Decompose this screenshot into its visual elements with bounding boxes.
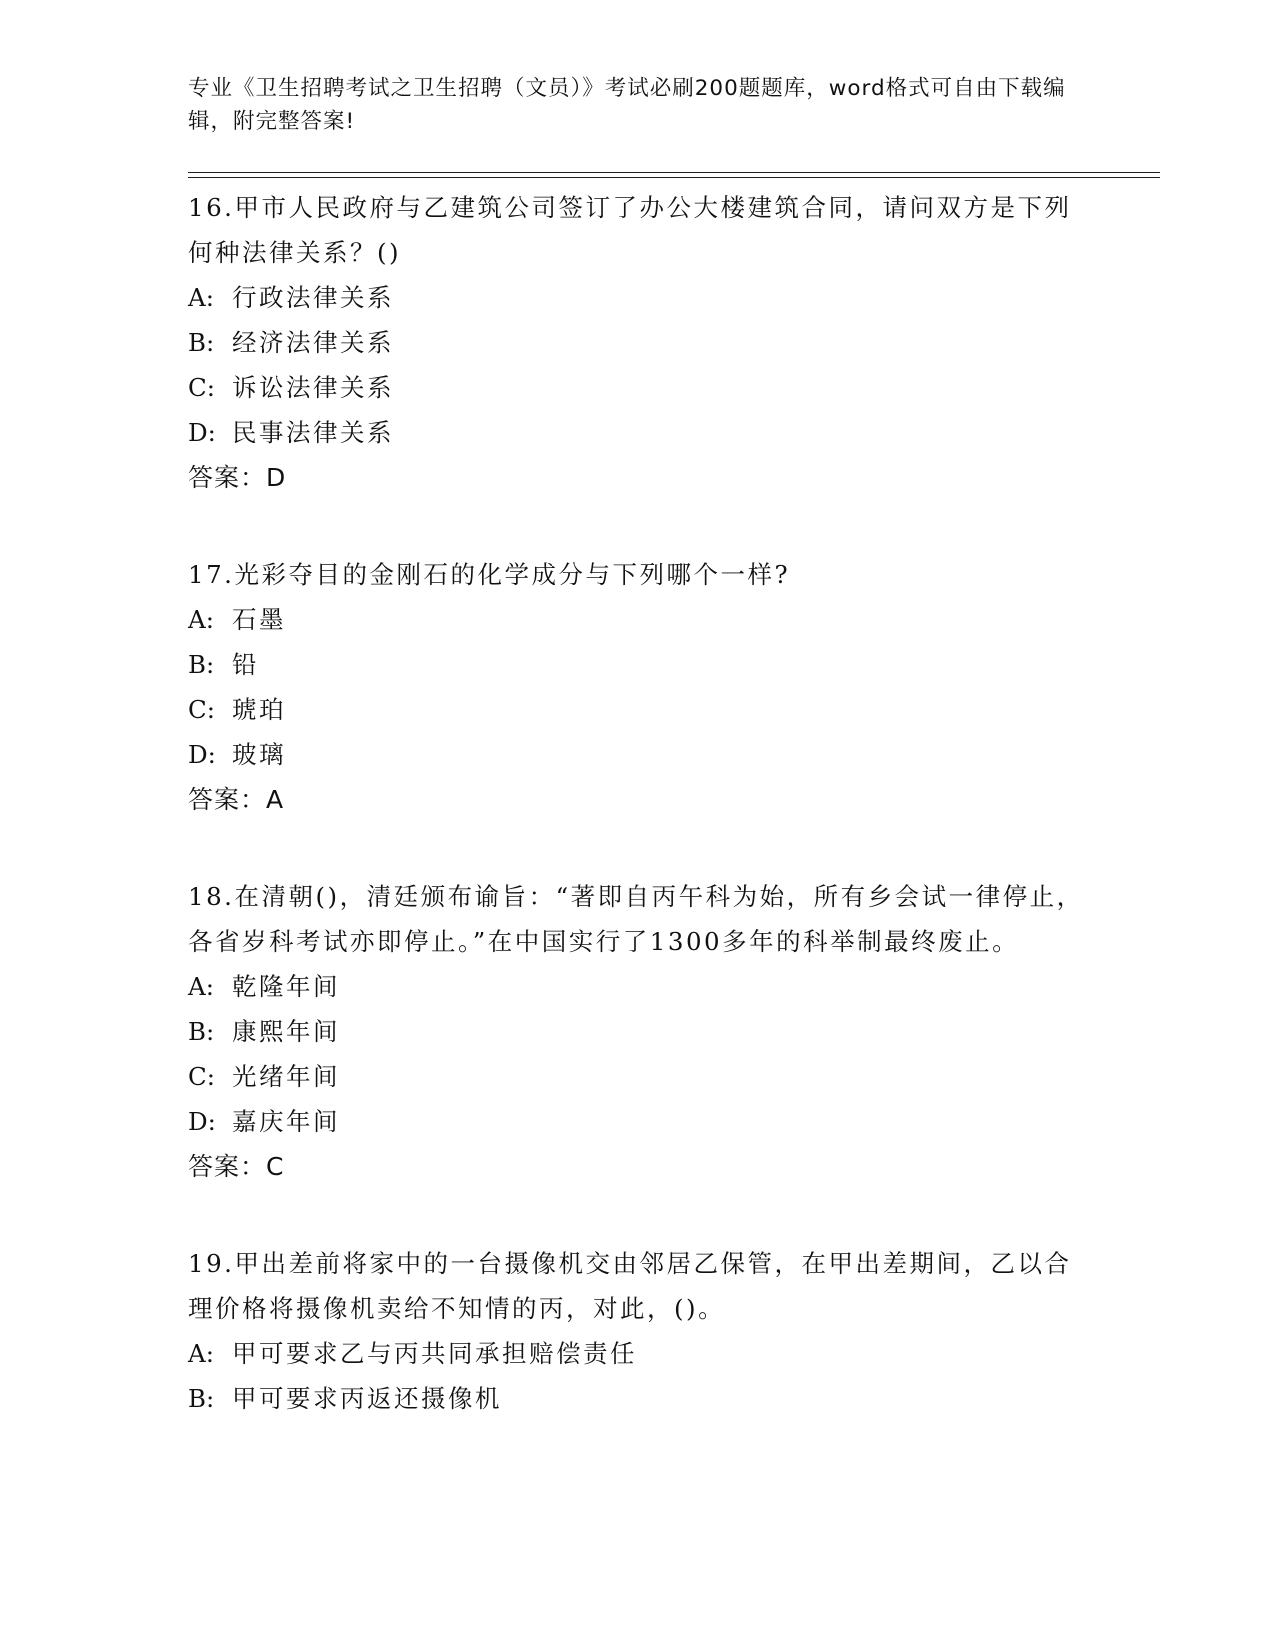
option-text: 琥珀 <box>232 695 286 724</box>
option-letter: C: <box>188 1062 216 1091</box>
answer-line: 答案：C <box>188 1152 285 1181</box>
option-b <box>188 642 1088 687</box>
question-19 <box>188 1241 1088 1421</box>
answer-line: 答案：D <box>188 463 287 492</box>
option-letter: A: <box>188 972 214 1001</box>
option-c <box>188 687 1088 732</box>
option-text: 民事法律关系 <box>232 418 394 447</box>
question-17 <box>188 552 1088 822</box>
option-b <box>188 1376 1088 1421</box>
question-18 <box>188 874 1088 1189</box>
question-text: 18.在清朝()，清廷颁布谕旨：“著即自丙午科为始，所有乡会试一律停止，各省岁科考试亦即停止。”在中国实行了1300多年的科举制最终废止。 <box>188 882 1084 956</box>
option-c <box>188 365 1088 410</box>
option-text: 石墨 <box>232 605 286 634</box>
option-text: 诉讼法律关系 <box>232 373 394 402</box>
option-letter: C: <box>188 373 216 402</box>
option-text: 光绪年间 <box>232 1062 340 1091</box>
question-16 <box>188 185 1088 500</box>
option-text: 乾隆年间 <box>232 972 340 1001</box>
option-a <box>188 964 1088 1009</box>
document-header: 专业《卫生招聘考试之卫生招聘（文员）》考试必刷200题题库，word格式可自由下载编辑，附完整答案! <box>188 76 1066 134</box>
option-text: 康熙年间 <box>232 1017 340 1046</box>
option-letter: A: <box>188 1339 214 1368</box>
option-text: 铅 <box>232 650 259 679</box>
header-divider-top <box>188 172 1160 173</box>
option-text: 玻璃 <box>232 740 286 769</box>
option-text: 经济法律关系 <box>232 328 394 357</box>
option-letter: A: <box>188 605 214 634</box>
option-letter: D: <box>188 418 216 447</box>
question-text: 16.甲市人民政府与乙建筑公司签订了办公大楼建筑合同，请问双方是下列何种法律关系？() <box>188 193 1072 267</box>
question-list <box>188 185 1088 1473</box>
answer-line: 答案：A <box>188 785 285 814</box>
option-letter: D: <box>188 1107 216 1136</box>
option-letter: B: <box>188 1384 215 1413</box>
option-text: 甲可要求丙返还摄像机 <box>232 1384 502 1413</box>
header-divider-bottom <box>188 177 1160 178</box>
option-b <box>188 320 1088 365</box>
option-a <box>188 597 1088 642</box>
option-letter: A: <box>188 283 214 312</box>
option-d <box>188 732 1088 777</box>
option-a <box>188 1331 1088 1376</box>
option-letter: C: <box>188 695 216 724</box>
option-d <box>188 1099 1088 1144</box>
option-letter: D: <box>188 740 216 769</box>
option-text: 行政法律关系 <box>232 283 394 312</box>
option-d <box>188 410 1088 455</box>
question-text: 19.甲出差前将家中的一台摄像机交由邻居乙保管，在甲出差期间，乙以合理价格将摄像机卖给不知情的丙，对此，()。 <box>188 1249 1072 1323</box>
option-b <box>188 1009 1088 1054</box>
question-text: 17.光彩夺目的金刚石的化学成分与下列哪个一样? <box>188 560 791 589</box>
option-c <box>188 1054 1088 1099</box>
option-a <box>188 275 1088 320</box>
option-letter: B: <box>188 1017 215 1046</box>
option-text: 甲可要求乙与丙共同承担赔偿责任 <box>232 1339 637 1368</box>
option-letter: B: <box>188 328 215 357</box>
option-letter: B: <box>188 650 215 679</box>
option-text: 嘉庆年间 <box>232 1107 340 1136</box>
